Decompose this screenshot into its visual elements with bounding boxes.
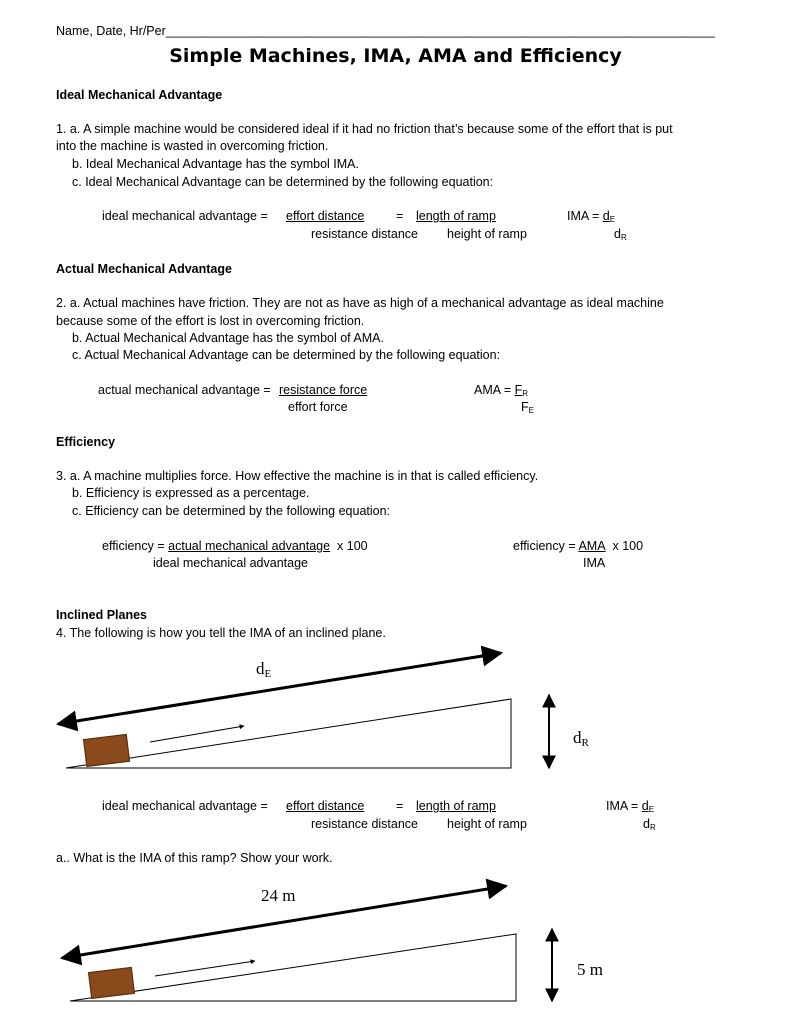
ima-item-a-line1: 1. a. A simple machine would be considered ideal if it had no friction that’s because some of the effort that is put — [56, 122, 673, 136]
efficiency-equation-denominator: ideal mechanical advantage — [153, 556, 308, 570]
diagram1-effort-distance-label: dE — [256, 659, 272, 680]
incline-symbol-equation: IMA = $d_E$ — [606, 799, 655, 814]
ama-equation-denominator: effort force — [288, 400, 348, 414]
incline-equation-denominator-2: height of ramp — [447, 817, 527, 831]
ama-item-c: c. Actual Mechanical Advantage can be determined by the following equation: — [72, 348, 501, 362]
block-2 — [89, 967, 135, 998]
ima-symbol-equation: IMA = $d_E$ — [567, 209, 616, 224]
ima-symbol-denominator: $d_R$ — [614, 227, 627, 242]
ramp-2 — [70, 934, 516, 1001]
efficiency-item-b: b. Efficiency is expressed as a percentage. — [72, 486, 310, 500]
ama-item-a-line2: because some of the effort is lost in overcoming friction. — [56, 314, 365, 328]
ramp-diagram-1 — [58, 653, 549, 768]
efficiency-item-c: c. Efficiency can be determined by the following equation: — [72, 504, 391, 518]
ima-equation-denominator-2: height of ramp — [447, 227, 527, 241]
incline-equation-numerator-1: effort distance — [286, 799, 365, 813]
ama-symbol-denominator: $F_E$ — [521, 400, 534, 415]
ramp-1 — [66, 699, 511, 768]
inclined-planes-item-4: 4. The following is how you tell the IMA of an inclined plane. — [56, 626, 386, 640]
efficiency-symbol-equation: efficiency = AMA x 100 — [513, 539, 644, 553]
incline-equation-denominator-1: resistance distance — [311, 817, 419, 831]
question-a: a.. What is the IMA of this ramp? Show your work. — [56, 851, 333, 865]
block-1 — [84, 734, 130, 766]
efficiency-equation: efficiency = actual mechanical advantage x 100 — [102, 539, 368, 553]
ima-item-a-line2: into the machine is wasted in overcoming friction. — [56, 139, 329, 153]
ima-heading: Ideal Mechanical Advantage — [56, 88, 223, 102]
incline-symbol-denominator: $d_R$ — [643, 817, 656, 832]
ima-equation-label: ideal mechanical advantage = — [102, 209, 268, 223]
ama-item-b: b. Actual Mechanical Advantage has the symbol of AMA. — [72, 331, 384, 345]
ima-item-b: b. Ideal Mechanical Advantage has the symbol IMA. — [72, 157, 359, 171]
ama-equation-numerator: resistance force — [279, 383, 368, 397]
ama-symbol-equation: AMA = $F_R$ — [474, 383, 529, 398]
efficiency-item-a: 3. a. A machine multiplies force. How effective the machine is in that is called efficiency. — [56, 469, 539, 483]
page-title: Simple Machines, IMA, AMA and Efficiency — [169, 45, 622, 67]
incline-equation-equals: = — [396, 799, 404, 813]
ima-equation-numerator-1: effort distance — [286, 209, 365, 223]
ima-equation-equals: = — [396, 209, 404, 223]
incline-equation-label: ideal mechanical advantage = — [102, 799, 268, 813]
incline-equation-numerator-2: length of ramp — [416, 799, 496, 813]
diagram2-length-label: 24 m — [261, 886, 296, 905]
ima-item-c: c. Ideal Mechanical Advantage can be determined by the following equation: — [72, 175, 494, 189]
push-arrow-1 — [150, 726, 244, 742]
push-arrow-2 — [155, 961, 255, 976]
diagram2-height-label: 5 m — [577, 960, 603, 979]
ima-equation-numerator-2: length of ramp — [416, 209, 496, 223]
ama-item-a-line1: 2. a. Actual machines have friction. They are not as have as high of a mechanical advantage as ideal machine — [56, 296, 664, 310]
ramp-diagram-2 — [62, 886, 552, 1001]
ama-heading: Actual Mechanical Advantage — [56, 262, 232, 276]
diagram1-resistance-distance-label: dR — [573, 728, 589, 749]
ama-equation-label: actual mechanical advantage = — [98, 383, 271, 397]
name-date-line[interactable]: Name, Date, Hr/Per_______________________________________________________________________________ — [56, 24, 715, 38]
efficiency-symbol-denominator: IMA — [583, 556, 606, 570]
ima-equation-denominator-1: resistance distance — [311, 227, 419, 241]
efficiency-heading: Efficiency — [56, 435, 116, 449]
inclined-planes-heading: Inclined Planes — [56, 608, 148, 622]
